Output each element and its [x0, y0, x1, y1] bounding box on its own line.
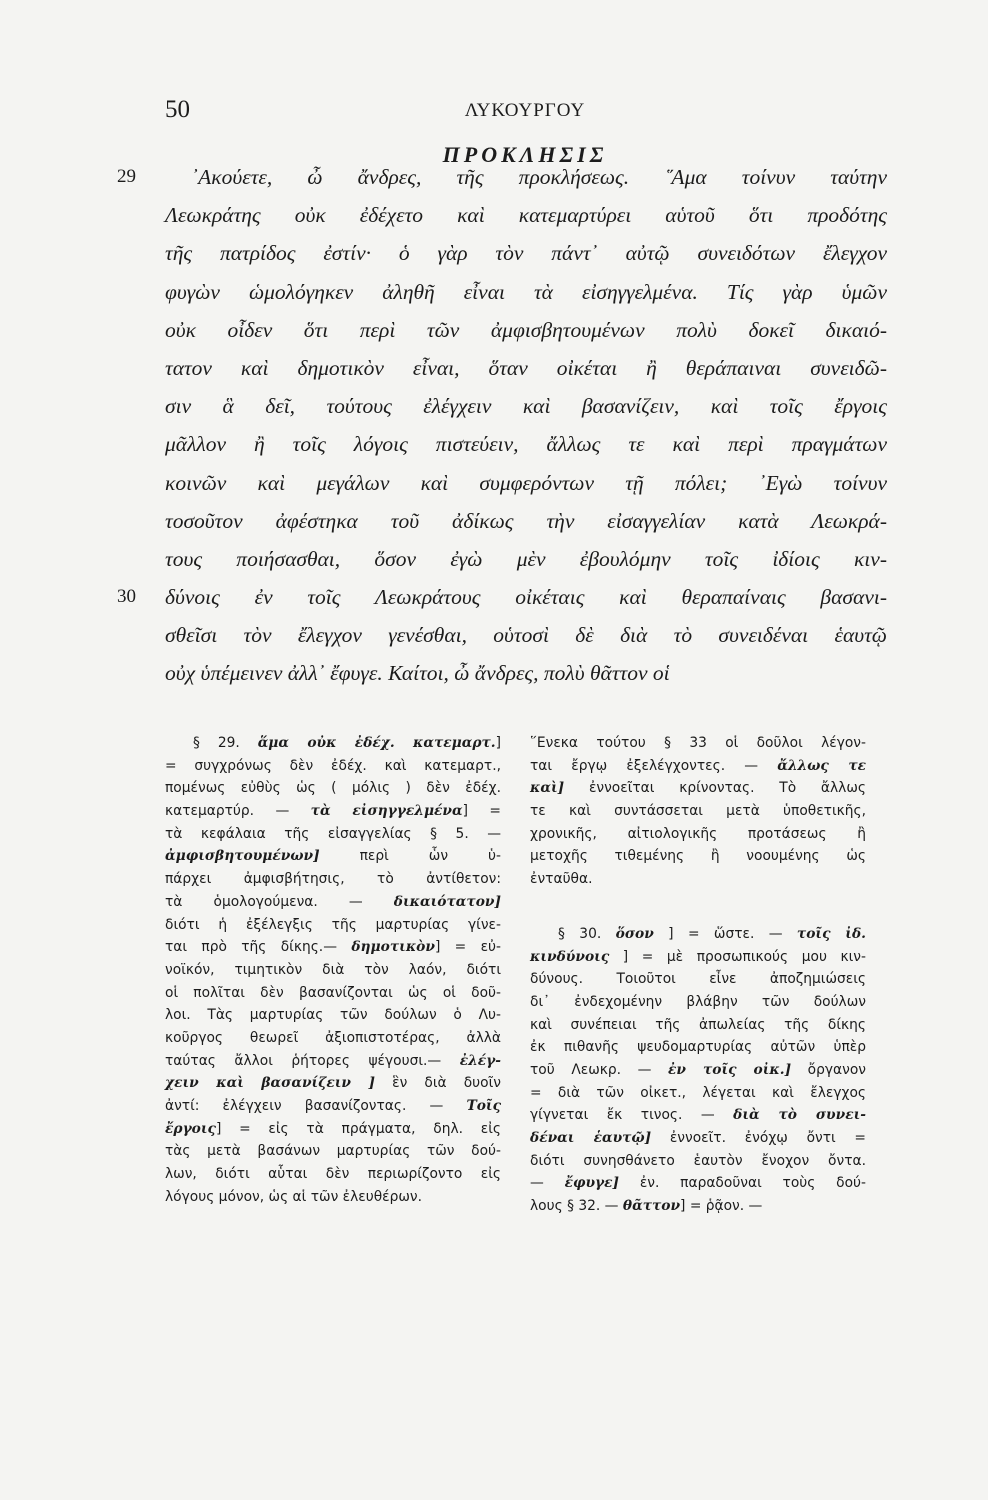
note-text: καὶ συνέπειαι τῆς ἀπωλείας τῆς δίκης	[530, 1016, 866, 1033]
note-text: ] =	[462, 803, 501, 820]
main-text-line	[165, 616, 887, 654]
note-text: κοῦργος θεωρεῖ ἀξιοπιστοτέρας, ἀλλὰ	[165, 1029, 501, 1046]
note-line	[165, 755, 501, 778]
notes-right-column	[530, 732, 866, 1218]
note-line	[165, 1095, 501, 1118]
main-text-line-content: σθεῖσι τὸν ἔλεγχον γενέσθαι, οὑτοσὶ δὲ διὰ τὸ συνειδέναι ἑαυτῷ	[165, 623, 887, 648]
main-text-line	[165, 196, 887, 234]
main-text-line	[165, 654, 887, 692]
note-line	[165, 1118, 501, 1141]
note-text: ἐκ πιθανῆς ψευδομαρτυρίας αὐτῶν ὑπὲρ	[530, 1039, 866, 1056]
note-line	[530, 1059, 866, 1082]
note-text: ται ἔργῳ ἐξελέγχοντες. —	[530, 757, 778, 774]
note-lemma: ἄλλως τε	[777, 757, 866, 774]
main-text-line-content: τους ποιήσασθαι, ὅσον ἐγὼ μὲν ἐβουλόμην τοῖς ἰδίοις κιν-	[165, 546, 887, 571]
note-text: —	[530, 1175, 565, 1192]
note-text: γίγνεται ἔκ τινος. —	[530, 1107, 734, 1124]
note-line	[530, 991, 866, 1014]
note-line	[530, 845, 866, 868]
note-lemma: Τοῖς	[466, 1098, 501, 1114]
note-line	[530, 868, 866, 891]
note-line	[165, 845, 501, 868]
note-text: νοϊκόν, τιμητικὸν διὰ τὸν λαόν, διότι	[165, 961, 501, 978]
note-text: ]	[495, 735, 501, 751]
note-text: § 29.	[193, 735, 258, 751]
note-lemma: ἐλέγ-	[459, 1052, 501, 1069]
note-line	[530, 1195, 866, 1218]
section-title: ΠΡΟΚΛΗΣΙΣ	[442, 142, 608, 167]
note-text: ] = εἰς τὰ πράγματα, δηλ. εἰς	[215, 1120, 501, 1137]
note-line	[530, 1082, 866, 1105]
note-separator	[530, 891, 866, 923]
note-text: διότι ἡ ἐξέλεγξις τῆς μαρτυρίας γίνε-	[165, 916, 501, 933]
note-lemma: ἀμφισβητουμένων]	[165, 848, 320, 865]
note-lemma: ἐν τοῖς οἰκ.]	[668, 1061, 792, 1078]
note-text: χρονικῆς, αἰτιολογικῆς προτάσεως ἢ	[530, 825, 866, 842]
note-text: μετοχῆς τιθεμένης ἢ νοουμένης ὡς	[530, 848, 866, 865]
note-line	[530, 1014, 866, 1037]
note-text: ἓν διὰ δυοῖν	[375, 1075, 501, 1092]
note-text: τὰ ὁμολογούμενα. —	[165, 893, 394, 910]
note-text: δύνους. Τοιοῦτοι εἶνε ἀποζημιώσεις	[530, 971, 866, 988]
note-text: τοῦ Λεωκρ. —	[530, 1061, 669, 1078]
note-lemma: τὰ εἰσηγγελμένα	[310, 803, 463, 820]
note-lemma: ἔργοις	[165, 1120, 216, 1137]
main-text-line-content: τοσοῦτον ἀφέστηκα τοῦ ἀδίκως τὴν εἰσαγγελίαν κατὰ Λεωκρά-	[165, 508, 887, 533]
note-lemma: δικαιότατον]	[393, 893, 501, 910]
note-text: τε καὶ συντάσσεται μετὰ ὑποθετικῆς,	[530, 803, 866, 820]
running-head	[165, 96, 885, 126]
note-lemma: ἔφυγε]	[564, 1175, 620, 1192]
note-line	[165, 1163, 501, 1186]
main-text-line	[117, 158, 887, 196]
note-continuation-29	[530, 732, 866, 891]
note-line	[165, 823, 501, 846]
main-text-line-content: οὐχ ὑπέμεινεν ἀλλ᾿ ἔφυγε. Καίτοι, ὦ ἄνδρες, πολὺ θᾶττον οἱ	[165, 661, 670, 686]
note-text: ] = ὥστε. —	[653, 925, 797, 942]
main-text-line-content: ᾿Ακούετε, ὦ ἄνδρες, τῆς προκλήσεως. ῞Αμα τοίνυν ταύτην	[191, 165, 887, 189]
note-text: ἐν. παραδοῦναι τοὺς δού-	[619, 1175, 867, 1192]
main-text-line-content: τατον καὶ δημοτικὸν εἶναι, ὅταν οἰκέται ἢ θεράπαιναι συνειδῶ-	[165, 355, 887, 380]
note-line	[530, 1104, 866, 1127]
main-text-line	[165, 349, 887, 387]
note-lemma: ἅμα οὐκ ἐδέχ. κατεμαρτ.	[257, 735, 496, 751]
note-text: ται πρὸ τῆς δίκης.—	[165, 939, 352, 956]
note-line	[530, 732, 866, 755]
note-line	[165, 959, 501, 982]
note-text: ἐννοεῖτ. ἐνόχῳ ὄντι =	[651, 1130, 866, 1146]
main-text-line	[165, 387, 887, 425]
note-text: ἀντί: ἐλέγχειν βασανίζοντας. —	[165, 1098, 467, 1114]
note-text: λων, διότι αὗται δὲν περιωρίζοντο εἰς	[165, 1166, 501, 1183]
note-text: ἐννοεῖται κρίνοντας. Τὸ ἄλλως	[564, 780, 866, 797]
note-text: λόγους μόνον, ὡς αἱ τῶν ἐλευθέρων.	[165, 1188, 423, 1205]
note-lemma: καὶ]	[530, 780, 565, 797]
main-text-line	[165, 234, 887, 272]
note-line	[165, 1140, 501, 1163]
note-line	[530, 1127, 866, 1150]
note-lemma: κινδύνοις	[530, 948, 610, 965]
note-text: διότι συνησθάνετο ἑαυτὸν ἔνοχον ὄντα.	[530, 1152, 866, 1169]
main-text-line-content: μᾶλλον ἢ τοῖς λόγοις πιστεύειν, ἄλλως τε καὶ περὶ πραγμάτων	[165, 432, 887, 457]
note-line	[165, 800, 501, 823]
note-text: ] = μὲ προσωπικούς μου κιν-	[609, 948, 866, 965]
note-text: ] = ῥᾷον. —	[680, 1198, 763, 1215]
note-text: κατεμαρτύρ. —	[165, 803, 311, 820]
note-line	[165, 891, 501, 914]
note-text: λους § 32. —	[530, 1198, 623, 1215]
note-text: ἐνταῦθα.	[530, 871, 593, 888]
note-text: πάρχει ἀμφισβήτησις, τὸ ἀντίθετον:	[165, 871, 501, 888]
note-text: τὰ κεφάλαια τῆς εἰσαγγελίας § 5. —	[165, 825, 501, 842]
main-text-line	[165, 502, 887, 540]
note-text: = συγχρόνως δὲν ἐδέχ. καὶ κατεμαρτ.,	[165, 757, 501, 774]
note-line	[530, 1150, 866, 1173]
note-line	[530, 777, 866, 800]
notes-left-column	[165, 732, 501, 1208]
main-text-line	[165, 540, 887, 578]
note-line	[530, 968, 866, 991]
note-line	[530, 800, 866, 823]
note-line	[530, 923, 866, 946]
note-text: ταύτας ἄλλοι ῥήτορες ψέγουσι.—	[165, 1052, 460, 1069]
running-title: ΛΥΚΟΥΡΓΟΥ	[464, 100, 586, 121]
note-line	[165, 982, 501, 1005]
note-text: περὶ ὧν ὑ-	[319, 848, 501, 865]
note-text: ὄργανον	[791, 1061, 866, 1078]
main-text-line	[165, 425, 887, 463]
note-lemma: θᾶττον	[622, 1198, 681, 1215]
note-line	[165, 868, 501, 891]
main-text-line	[165, 311, 887, 349]
note-lemma: δέναι ἑαυτῷ]	[530, 1130, 652, 1146]
main-text-line-content: Λεωκράτης οὐκ ἐδέχετο καὶ κατεμαρτύρει αὑτοῦ ὅτι προδότης	[165, 203, 887, 228]
main-text-line-content: οὐκ οἶδεν ὅτι περὶ τῶν ἀμφισβητουμένων πολὺ δοκεῖ δικαιό-	[165, 317, 887, 342]
note-text: οἱ πολῖται δὲν βασανίζονται ὡς οἱ δοῦ-	[165, 984, 501, 1001]
note-line	[530, 1172, 866, 1195]
note-text: πομένως εὐθὺς ὡς ( μόλις ) δὲν ἐδέχ.	[165, 780, 501, 797]
note-line	[530, 755, 866, 778]
main-text-line-content: φυγὼν ὡμολόγηκεν ἀληθῆ εἶναι τὰ εἰσηγγελμένα. Τίς γὰρ ὑμῶν	[165, 279, 887, 304]
main-text-line-content: κοινῶν καὶ μεγάλων καὶ συμφερόντων τῇ πόλει; ᾿Εγὼ τοίνυν	[165, 470, 887, 495]
main-text-line	[117, 578, 887, 616]
note-text: δι᾿ ἐνδεχομένην βλάβην τῶν δούλων	[530, 993, 866, 1010]
main-text-line	[165, 273, 887, 311]
note-section-30	[530, 923, 866, 1218]
note-line	[165, 936, 501, 959]
note-line	[165, 1027, 501, 1050]
page-number: 50	[165, 96, 190, 123]
note-lemma: δημοτικὸν	[351, 939, 435, 956]
note-line	[165, 777, 501, 800]
main-text-line	[165, 464, 887, 502]
section-number-marker: 30	[117, 586, 136, 608]
note-text: ] = εὐ-	[434, 939, 501, 956]
note-lemma: διὰ τὸ συνει-	[733, 1107, 866, 1124]
main-text-line-content: δύνοις ἐν τοῖς Λεωκράτους οἰκέταις καὶ θεραπαίναις βασανι-	[165, 585, 887, 610]
note-line	[165, 1186, 501, 1209]
main-text-line-content: σιν ἃ δεῖ, τούτους ἐλέγχειν καὶ βασανίζειν, καὶ τοῖς ἔργοις	[165, 394, 887, 419]
main-text-block	[117, 158, 887, 693]
note-text: λοι. Τὰς μαρτυρίας τῶν δούλων ὁ Λυ-	[165, 1007, 501, 1024]
note-line	[530, 946, 866, 969]
section-number-marker: 29	[117, 166, 136, 187]
note-lemma: ὅσον	[615, 925, 654, 942]
main-text-line-content: τῆς πατρίδος ἐστίν· ὁ γὰρ τὸν πάντ᾿ αὐτῷ συνειδότων ἔλεγχον	[165, 241, 887, 266]
note-lemma: τοῖς ἰδ.	[796, 925, 866, 942]
note-lemma: χειν καὶ βασανίζειν ]	[165, 1075, 376, 1092]
note-line	[165, 1050, 501, 1073]
note-line	[530, 1036, 866, 1059]
note-text: = διὰ τῶν οἰκετ., λέγεται καὶ ἔλεγχος	[530, 1084, 866, 1101]
note-text: § 30.	[558, 925, 616, 942]
note-line	[165, 1072, 501, 1095]
note-line	[530, 823, 866, 846]
note-text: ῞Ενεκα τούτου § 33 οἱ δοῦλοι λέγον-	[530, 735, 866, 751]
note-line	[165, 732, 501, 755]
note-line	[165, 1004, 501, 1027]
note-line	[165, 914, 501, 937]
note-text: τὰς μετὰ βασάνων μαρτυρίας τῶν δού-	[165, 1143, 501, 1160]
